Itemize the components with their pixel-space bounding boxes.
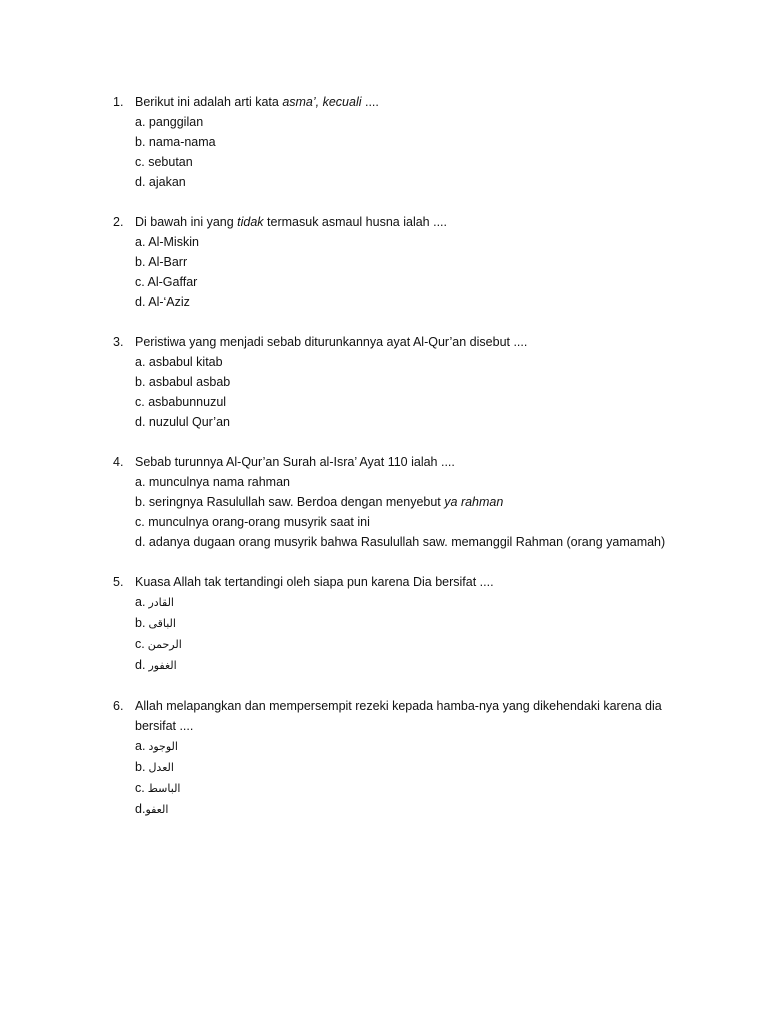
option-c: c. asbabunnuzul — [135, 395, 227, 409]
question-stem: Kuasa Allah tak tertandingi oleh siapa pun karena Dia bersifat .... — [135, 575, 494, 589]
question-stem: Berikut ini adalah arti kata asma’, kecuali .... — [135, 95, 379, 109]
question-number: 6. — [113, 699, 124, 713]
option-d: d.العفو — [135, 799, 768, 820]
option-d: d. ajakan — [135, 175, 186, 189]
arabic-text: العفو — [145, 803, 169, 816]
question-5 — [0, 572, 768, 676]
option-c: c. الرحمن — [135, 634, 768, 655]
question-stem: Allah melapangkan dan mempersempit rezeki kepada hamba-nya yang dikehendaki karena dia bersifat .... — [135, 699, 662, 733]
question-2 — [0, 212, 768, 312]
option-d: d. nuzulul Qur’an — [135, 415, 230, 429]
option-a: a. panggilan — [135, 115, 204, 129]
option-d: d. Al-‘Aziz — [135, 295, 190, 309]
option-b: b. الباقى — [135, 613, 768, 634]
option-b: b. seringnya Rasulullah saw. Berdoa dengan menyebut ya rahman — [135, 495, 504, 509]
question-stem: Sebab turunnya Al-Qur’an Surah al-Isra’ Ayat 110 ialah .... — [135, 455, 455, 469]
option-c: c. Al-Gaffar — [135, 275, 198, 289]
arabic-text: الرحمن — [147, 638, 182, 651]
option-c: c. munculnya orang-orang musyrik saat ini — [135, 515, 370, 529]
option-a: a. الوجود — [135, 736, 768, 757]
question-number: 5. — [113, 575, 124, 589]
option-b: b. asbabul asbab — [135, 375, 231, 389]
arabic-text: الباقى — [148, 617, 176, 630]
question-number: 2. — [113, 215, 124, 229]
question-3 — [0, 332, 768, 432]
option-a: a. Al-Miskin — [135, 235, 199, 249]
option-a: a. munculnya nama rahman — [135, 475, 290, 489]
arabic-text: الباسط — [147, 782, 181, 795]
option-c: c. الباسط — [135, 778, 768, 799]
question-stem: Di bawah ini yang tidak termasuk asmaul husna ialah .... — [135, 215, 447, 229]
arabic-text: الغفور — [148, 659, 177, 672]
question-number: 4. — [113, 455, 124, 469]
question-number: 1. — [113, 95, 124, 109]
arabic-text: القادر — [148, 596, 174, 609]
option-c: c. sebutan — [135, 155, 193, 169]
question-number: 3. — [113, 335, 124, 349]
arabic-text: العدل — [148, 761, 174, 774]
option-b: b. العدل — [135, 757, 768, 778]
option-b: b. Al-Barr — [135, 255, 188, 269]
question-sheet — [0, 92, 768, 840]
option-a: a. القادر — [135, 592, 768, 613]
option-b: b. nama-nama — [135, 135, 216, 149]
question-stem: Peristiwa yang menjadi sebab diturunkannya ayat Al-Qur’an disebut .... — [135, 335, 528, 349]
question-1 — [0, 92, 768, 192]
option-a: a. asbabul kitab — [135, 355, 223, 369]
arabic-text: الوجود — [148, 740, 178, 753]
option-d: d. الغفور — [135, 655, 768, 676]
question-6 — [0, 696, 768, 820]
question-4 — [0, 452, 768, 552]
option-d: d. adanya dugaan orang musyrik bahwa Rasulullah saw. memanggil Rahman (orang yamamah) — [135, 535, 666, 549]
